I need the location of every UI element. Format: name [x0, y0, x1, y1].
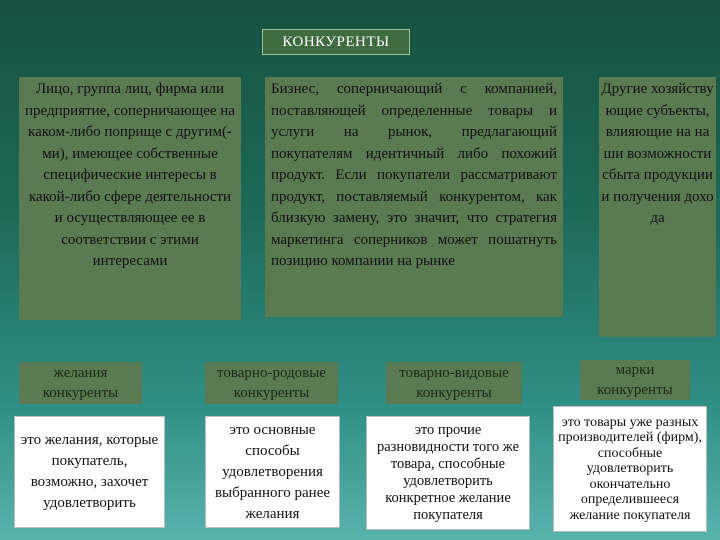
type-description-product-form: это прочие разновидности того же товара, способные удовлетворить конкретное желание покупателя [366, 416, 530, 530]
type-description-brand: это товары уже разных производителей (фирм), способные удовлетворить окончательно определившееся желание покупателя [553, 406, 707, 532]
type-header-product-form: товарно-видовые конкуренты [386, 362, 522, 404]
type-description-desire: это желания, которые покупатель, возможно, захочет удовлетворить [14, 416, 165, 528]
definition-other-entities: Другие хозяйствующие субъекты, влияющие на наши возможности сбыта продукции и получения дохода [599, 77, 716, 337]
type-header-brand: марки конкуренты [580, 360, 690, 400]
type-header-desire: желания конкуренты [19, 362, 142, 404]
definition-person: Лицо, группа лиц, фирма или предприятие, соперничающее на каком-либо поприще с другим(-ми), имеющее собственные специфические интересы в какой-либо сфере деятельности и осуществляющее ее в соответствии с этими интересами [19, 77, 241, 320]
type-description-generic: это основные способы удовлетворения выбранного ранее желания [205, 416, 340, 528]
type-header-generic: товарно-родовые конкуренты [205, 362, 338, 404]
definition-business: Бизнес, соперничающий с компанией, поставляющей определенные товары и услуги на рынок, предлагающий покупателям идентичный либо похожий продукт. Если покупатели рассматривают продукт, поставляемый конкурентом, как близкую замену, это значит, что стратегия маркетинга соперников может пошатнуть позицию компании на рынке [265, 77, 563, 317]
page-title: КОНКУРЕНТЫ [262, 29, 410, 55]
